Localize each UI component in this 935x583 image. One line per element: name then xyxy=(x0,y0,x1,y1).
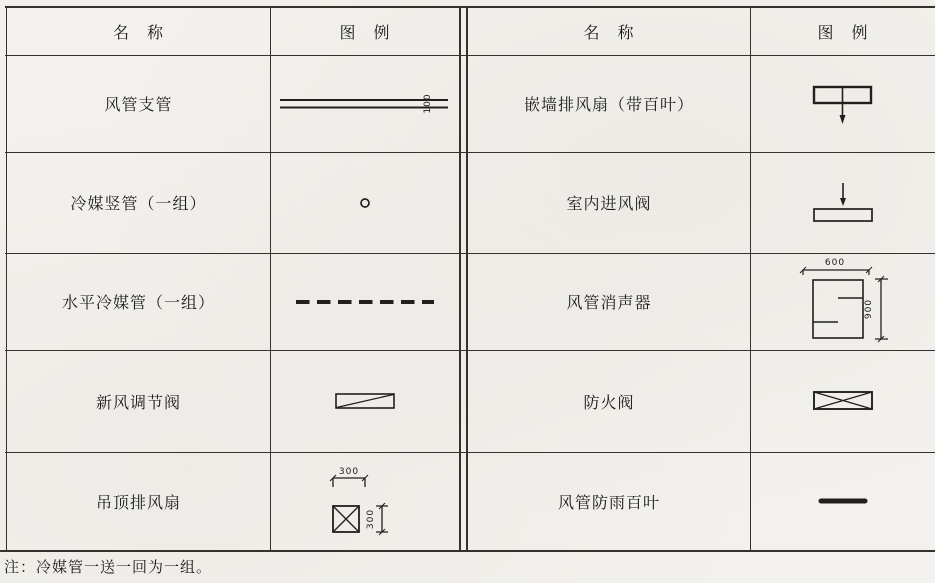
right-row-legend xyxy=(751,55,935,152)
left-row-name: 风管支管 xyxy=(104,95,173,114)
wall-fan-icon xyxy=(808,79,878,129)
left-legend-header: 图 例 xyxy=(339,22,391,42)
right-row-legend xyxy=(751,350,935,452)
silencer-icon xyxy=(793,254,893,350)
fan-height-dim: 300 xyxy=(366,508,376,530)
dashed-pipe-icon xyxy=(294,297,436,307)
right-row-name: 防火阀 xyxy=(583,392,635,412)
silencer-width-dim: 600 xyxy=(824,257,846,268)
left-row-name: 水平冷媒管（一组） xyxy=(61,293,215,312)
right-row-legend xyxy=(751,253,935,350)
footnote: 注：冷媒管一送一回为一组。 xyxy=(4,558,213,576)
silencer-height-dim: 900 xyxy=(864,298,874,319)
right-row-name: 嵌墙排风扇（带百叶） xyxy=(523,95,694,114)
left-row-legend xyxy=(271,253,459,350)
center-divider-a xyxy=(459,6,461,551)
right-name-header: 名 称 xyxy=(583,22,635,42)
fire-damper-icon xyxy=(808,388,878,414)
duct-dim-label: 100 xyxy=(423,92,433,114)
right-row-legend xyxy=(751,152,935,253)
fan-width-dim: 300 xyxy=(338,467,360,477)
left-row-name: 冷媒竖管（一组） xyxy=(70,194,207,213)
intake-valve-icon xyxy=(808,180,878,226)
riser-circle-icon xyxy=(358,196,372,210)
right-row-name: 风管消声器 xyxy=(566,293,652,312)
left-row-legend xyxy=(271,350,459,452)
left-row-name: 新风调节阀 xyxy=(95,392,181,412)
rain-louver-icon xyxy=(815,495,871,507)
right-row-name: 室内进风阀 xyxy=(566,194,652,213)
left-row-legend xyxy=(271,152,459,253)
left-name-header: 名 称 xyxy=(112,22,164,42)
left-row-legend xyxy=(271,452,459,550)
fresh-air-damper-icon xyxy=(334,391,396,411)
duct-branch-symbol xyxy=(278,87,452,121)
right-row-name: 风管防雨百叶 xyxy=(557,492,660,512)
right-row-legend xyxy=(751,452,935,550)
ceiling-fan-icon xyxy=(326,464,404,538)
right-legend-header: 图 例 xyxy=(817,22,869,42)
left-row-legend xyxy=(271,55,459,152)
left-row-name: 吊顶排风扇 xyxy=(95,492,181,512)
